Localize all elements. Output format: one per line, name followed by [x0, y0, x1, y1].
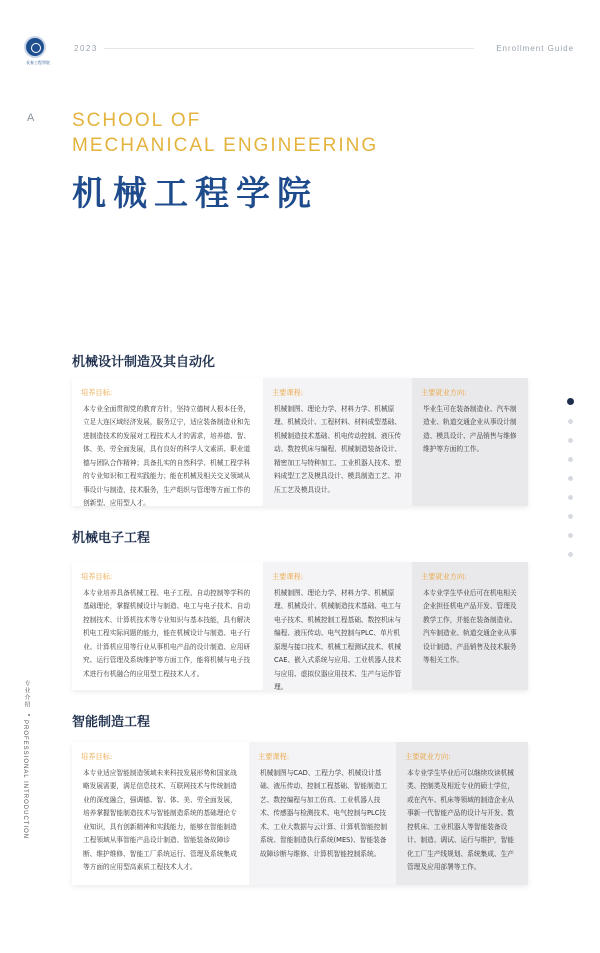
- side-section-label: [22, 680, 36, 860]
- training-objective: [72, 562, 263, 690]
- page-dot[interactable]: [568, 476, 573, 481]
- employment-direction-label: 主要就业方向:: [405, 752, 451, 761]
- training-objective-label: 培养目标:: [81, 572, 113, 581]
- employment-direction-text: 本专业学生毕业后可以继续攻读机械类、控制类及相近专业的硕士学位，或在汽车、机床等领域的制造企业从事新一代智能产品的设计与开发、数控机床、工业机器人等智能装备设计、制造、调试、运行与维护，智能化工厂生产线规划、系统集成、生产管理及应用部署等工作。: [407, 768, 514, 871]
- employment-direction-text: 本专业学生毕业后可在机电相关企业担任机电产品开发、管理及教学工作，并能在装备制造业、汽车制造业、轨道交通企业从事设计制造、产品销售及技术服务等相关工作。: [423, 588, 517, 664]
- logo-text: 長春工程學院: [26, 60, 50, 65]
- page-dot[interactable]: [568, 419, 573, 424]
- main-courses-label: 主要课程:: [272, 388, 304, 397]
- main-courses: [263, 378, 412, 506]
- employment-direction: [396, 742, 528, 885]
- training-objective-text: 本专业适应智能制造领域未来科技发展形势和国家战略发展需要，满足信息技术、互联网技术与传统制造业的深度融合，强调德、智、体、美、劳全面发展，培养掌握智能制造技术与智能制造系统的基础理论专业知识，具有创新精神和实践能力，能够在智能制造工程领域从事智能产品设计制造、智能装备故障诊断、维护维修、智能工厂系统运行、管理及系统集成等方面的应用型高素质工程技术人才。: [83, 768, 237, 871]
- main-courses: [249, 742, 396, 885]
- enrollment-guide-label: Enrollment Guide: [496, 44, 574, 53]
- page-dot[interactable]: [568, 438, 573, 443]
- page-dot[interactable]: [568, 533, 573, 538]
- employment-direction-label: 主要就业方向:: [421, 572, 467, 581]
- side-label-separator: [28, 714, 30, 716]
- training-objective-label: 培养目标:: [81, 752, 113, 761]
- employment-direction: [412, 562, 528, 690]
- page-dot[interactable]: [568, 514, 573, 519]
- side-label-chinese: 专业介绍: [23, 680, 29, 708]
- training-objective: [72, 378, 263, 506]
- school-logo: [24, 36, 46, 58]
- main-courses-text: 机械制图、理论力学、材料力学、机械原理、机械设计、工程材料、材料成型基础、机械制造技术基础、机电传动控制、液压传动、数控机床与编程、机械制造装备设计、精密加工与特种加工、工业机器人技术、塑料成型工艺及模具设计、模具制造工艺、冲压工艺及模具设计。: [274, 404, 402, 494]
- main-courses: [263, 562, 412, 690]
- employment-direction-label: 主要就业方向:: [421, 388, 467, 397]
- main-courses-text: 机械制图与CAD、工程力学、机械设计基础、液压传动、控制工程基础、智能制造工艺、数控编程与加工仿真、工业机器人技术、传感器与检测技术、电气控制与PLC技术、工业大数据与云计算、计算机智能控制系统、智能制造执行系统(MES)、智能装备故障诊断与维修、计算机智能控制系统。: [260, 768, 388, 858]
- page-dot[interactable]: [568, 552, 573, 557]
- school-name-english-line2: MECHANICAL ENGINEERING: [72, 135, 379, 156]
- major-card-intelligent-manufacturing: [72, 742, 528, 885]
- employment-direction-text: 毕业生可在装备制造业、汽车制造业、轨道交通企业从事设计制造、模具设计、产品销售与维修维护等方面的工作。: [423, 404, 517, 453]
- page-indicator: [566, 398, 574, 571]
- major-title-intelligent-manufacturing: 智能制造工程: [72, 715, 151, 730]
- page-dot-active[interactable]: [567, 398, 574, 405]
- major-title-mechatronics: 机械电子工程: [72, 531, 151, 546]
- school-name-english: [72, 108, 378, 158]
- major-card-mechatronics: [72, 562, 528, 690]
- main-courses-label: 主要课程:: [272, 572, 304, 581]
- section-letter: A: [27, 112, 35, 124]
- main-courses-text: 机械制图、理论力学、材料力学、机械原理、机械设计、机械制造技术基础、电工与电子技术、机械控制工程基础、数控机床与编程、液压传动、电气控制与PLC、单片机原理与接口技术、机械工程测试技术、机械CAE、嵌入式系统与应用、工业机器人技术与应用、虚拟仪器应用技术、生产与运作管理。: [274, 588, 402, 691]
- training-objective-text: 本专业全面贯彻党的教育方针，坚持立德树人根本任务，立足大连区域经济发展，服务辽宁，适应装备制造业和先进制造技术的发展对工程技术人才的需求，培养德、智、体、美、劳全面发展，具有良好的科学人文素质、职业道德与团队合作精神；具备扎实的自然科学、机械工程学科的专业知识和工程实践能力；能在机械及相关交叉领域从事设计与制造，技术服务，生产组织与管理等方面工作的创新型、应用型人才。: [83, 404, 251, 507]
- school-name-chinese: 机械工程学院: [72, 174, 318, 214]
- header-divider: [104, 48, 474, 49]
- school-name-english-line1: SCHOOL OF: [72, 110, 202, 131]
- main-courses-label: 主要课程:: [258, 752, 290, 761]
- page-dot[interactable]: [568, 495, 573, 500]
- training-objective: [72, 742, 249, 885]
- side-label-english: PROFESSIONAL INTRODUCTION: [22, 720, 28, 840]
- page-dot[interactable]: [568, 457, 573, 462]
- year-label: 2023: [74, 44, 98, 53]
- training-objective-text: 本专业培养具备机械工程、电子工程、自动控制等学科的基础理论，掌握机械设计与制造、电工与电子技术、自动控制技术、计算机技术等专业知识与基本技能，具有解决机电工程实际问题的能力，能在机械设计与制造、电子行业、计算机应用等行业从事机电产品的设计制造、应用研究、运行管理及系统维护等方面工作，能将机械与电子技术进行有机融合的应用型工程技术人才。: [83, 588, 251, 678]
- major-title-mechanical-design: 机械设计制造及其自动化: [72, 355, 216, 370]
- training-objective-label: 培养目标:: [81, 388, 113, 397]
- major-card-mechanical-design: [72, 378, 528, 506]
- employment-direction: [412, 378, 528, 506]
